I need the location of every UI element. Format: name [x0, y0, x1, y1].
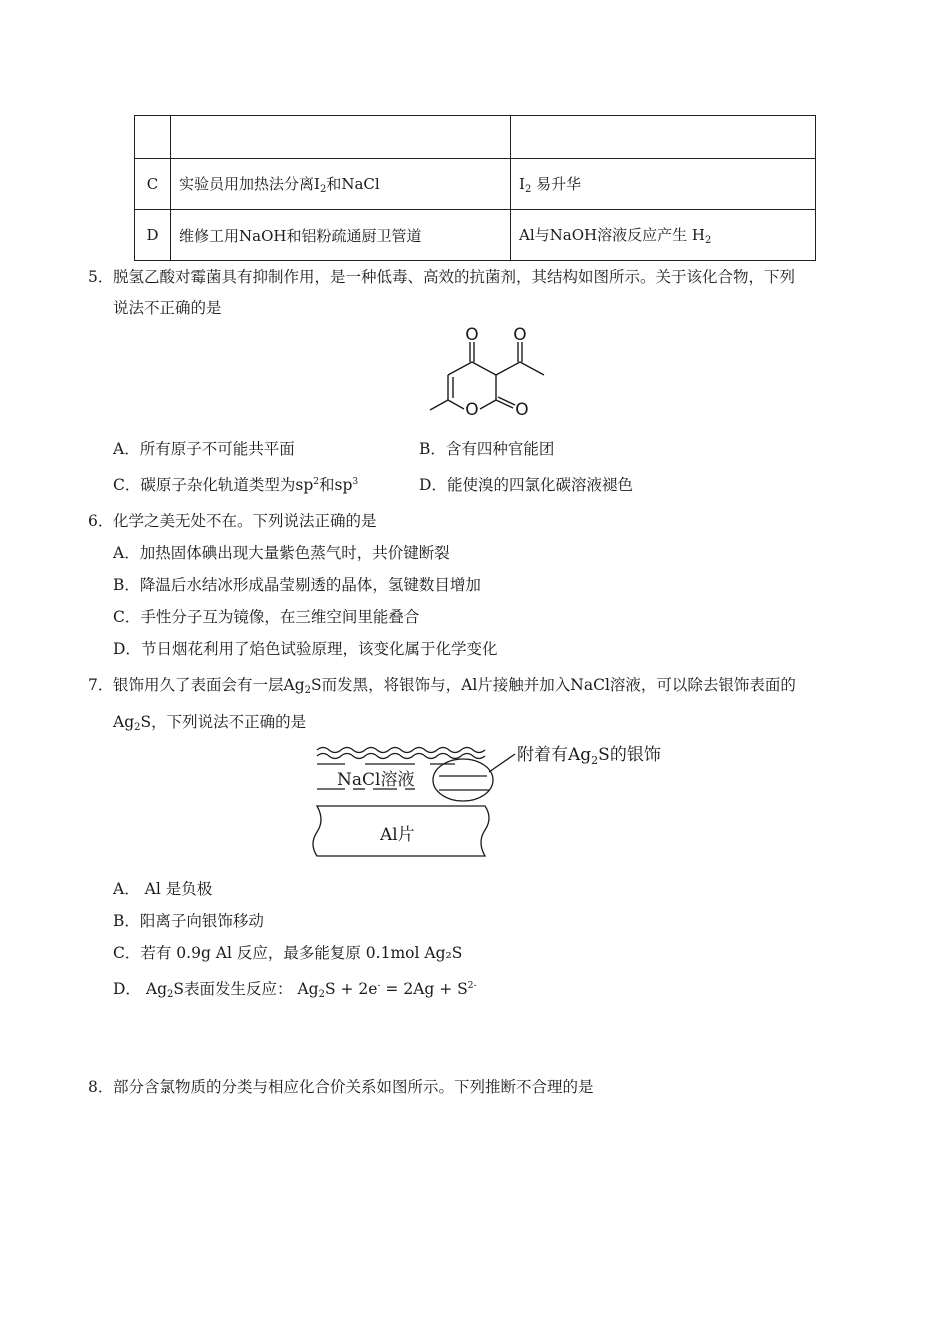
row-letter: D [135, 210, 171, 261]
q7-stem-line2: $Ag_2S$，下列说法不正确的是 [113, 713, 307, 733]
q8-stem: 部分含氯物质的分类与相应化合价关系如图所示。下列推断不合理的是 [113, 1078, 594, 1096]
q6-stem: 化学之美无处不在。下列说法正确的是 [113, 512, 377, 530]
table-cell: $I_2$ 易升华 [511, 159, 816, 210]
table-cell: 维修工用NaOH和铝粉疏通厨卫管道 [171, 210, 511, 261]
table-cell [135, 116, 171, 159]
q7-option-a: A． Al 是负极 [113, 880, 213, 898]
q6-option-d: D．节日烟花利用了焰色试验原理，该变化属于化学变化 [113, 640, 498, 658]
q6-option-c: C．手性分子互为镜像，在三维空间里能叠合 [113, 608, 420, 626]
q7-option-c: C．若有 0.9g Al 反应，最多能复原 0.1mol Ag₂S [113, 944, 463, 962]
atom-label: O [465, 325, 479, 345]
al-plate-label: Al片 [380, 825, 415, 845]
q5-option-c: C．碳原子杂化轨道类型为$sp^2$和$sp^3$ [113, 476, 359, 494]
row-letter: C [135, 159, 171, 210]
q5-option-d: D．能使溴的四氯化碳溶液褪色 [419, 476, 633, 494]
table-cell [171, 116, 511, 159]
q5-option-b: B．含有四种官能团 [419, 440, 555, 458]
reaction-equation: $Ag_2S + 2e^- = 2Ag + S^{2-}$ [297, 980, 477, 1000]
table-row [135, 159, 816, 210]
q5-stem-line1: 脱氢乙酸对霉菌具有抑制作用，是一种低毒、高效的抗菌剂，其结构如图所示。关于该化合物，下列 [113, 268, 796, 286]
answer-table [134, 115, 816, 261]
q7-number: 7． [88, 676, 114, 694]
table-cell [511, 116, 816, 159]
atom-label: O [465, 400, 479, 420]
dehydroacetic-acid-structure [420, 320, 550, 425]
atom-label: O [513, 325, 527, 345]
q8-number: 8． [88, 1078, 114, 1096]
q5-number: 5． [88, 268, 114, 286]
q7-option-d: D． $Ag_2S$表面发生反应： $Ag_2S + 2e^- = 2Ag + S^{2-}$ [113, 980, 477, 1000]
q7-stem-line1: 银饰用久了表面会有一层$Ag_2S$而发黑，将银饰与，Al片接触并加入NaCl溶液，可以除去银饰表面的 [113, 676, 796, 696]
table-cell: Al与NaOH溶液反应产生 $H_2$ [511, 210, 816, 261]
silver-label: 附着有$Ag_2S$的银饰 [517, 745, 661, 767]
nacl-label: NaCl溶液 [337, 770, 415, 790]
electrochemistry-figure [305, 740, 675, 865]
q5-option-a: A．所有原子不可能共平面 [113, 440, 295, 458]
q6-option-b: B．降温后水结冰形成晶莹剔透的晶体，氢键数目增加 [113, 576, 481, 594]
q5-stem-line2: 说法不正确的是 [113, 299, 222, 317]
table-cell: 实验员用加热法分离$I_2$和NaCl [171, 159, 511, 210]
atom-label: O [515, 400, 529, 420]
table-row [135, 210, 816, 261]
q6-number: 6． [88, 512, 114, 530]
q7-option-b: B．阳离子向银饰移动 [113, 912, 264, 930]
table-header-row [135, 116, 816, 159]
q6-option-a: A．加热固体碘出现大量紫色蒸气时，共价键断裂 [113, 544, 450, 562]
